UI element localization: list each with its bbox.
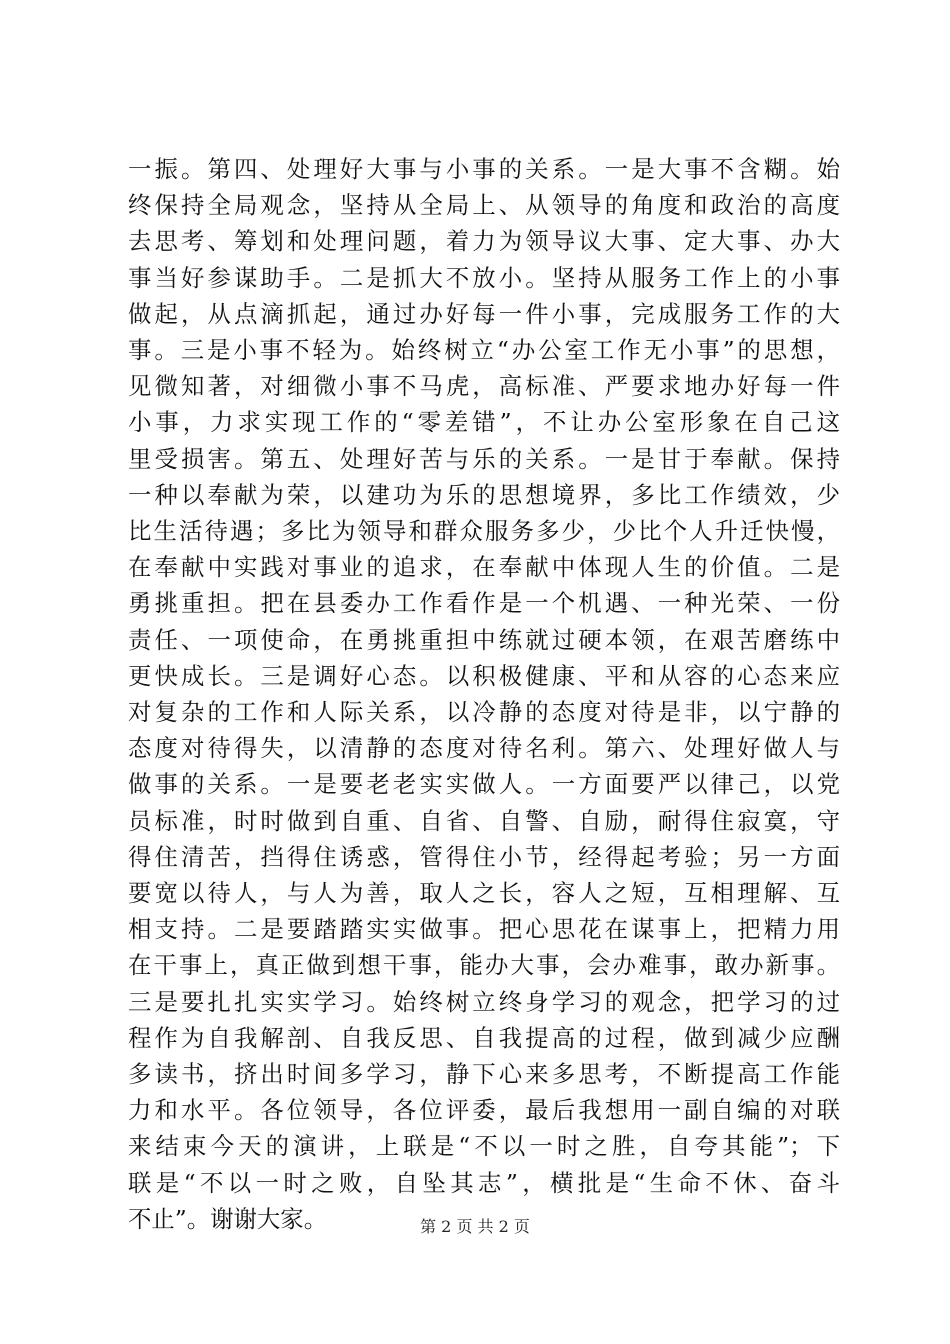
body-line: 一种以奉献为荣，以建功为乐的思想境界，多比工作绩效，少 xyxy=(128,480,840,509)
body-line: 事。三是小事不轻为。始终树立“办公室工作无小事”的思想， xyxy=(128,336,840,365)
body-line: 力和水平。各位领导，各位评委，最后我想用一副自编的对联 xyxy=(128,1096,840,1125)
body-line: 做起，从点滴抓起，通过办好每一件小事，完成服务工作的大 xyxy=(128,299,840,328)
body-line: 在奉献中实践对事业的追求，在奉献中体现人生的价值。二是 xyxy=(128,553,840,582)
body-line: 联是“不以一时之败，自坠其志”，横批是“生命不休、奋斗 xyxy=(128,1168,840,1197)
body-line: 来结束今天的演讲，上联是“不以一时之胜，自夸其能”；下 xyxy=(128,1132,840,1161)
document-body xyxy=(128,151,840,1237)
body-line: 一振。第四、处理好大事与小事的关系。一是大事不含糊。始 xyxy=(128,155,840,183)
body-line: 小事，力求实现工作的“零差错”，不让办公室形象在自己这 xyxy=(128,408,840,437)
body-line: 在干事上，真正做到想干事，能办大事，会办难事，敢办新事。 xyxy=(128,951,840,980)
body-line: 责任、一项使命，在勇挑重担中练就过硬本领，在艰苦磨练中 xyxy=(128,625,840,654)
body-line: 态度对待得失，以清静的态度对待名利。第六、处理好做人与 xyxy=(128,734,840,763)
body-line: 得住清苦，挡得住诱惑，管得住小节，经得起考验；另一方面 xyxy=(128,842,840,871)
body-line: 比生活待遇；多比为领导和群众服务多少，少比个人升迁快慢， xyxy=(128,517,840,546)
page-footer: 第 2 页 共 2 页 xyxy=(420,1217,530,1236)
body-line: 更快成长。三是调好心态。以积极健康、平和从容的心态来应 xyxy=(128,661,840,690)
body-line: 不止”。谢谢大家。 xyxy=(128,1204,328,1233)
body-line: 做事的关系。一是要老老实实做人。一方面要严以律己，以党 xyxy=(128,770,840,799)
body-line: 相支持。二是要踏踏实实做事。把心思花在谋事上，把精力用 xyxy=(128,915,840,944)
body-line: 去思考、筹划和处理问题，着力为领导议大事、定大事、办大 xyxy=(128,227,840,256)
body-line: 对复杂的工作和人际关系，以冷静的态度对待是非，以宁静的 xyxy=(128,698,840,727)
body-line: 员标准，时时做到自重、自省、自警、自励，耐得住寂寞，守 xyxy=(128,806,840,835)
body-line: 勇挑重担。把在县委办工作看作是一个机遇、一种光荣、一份 xyxy=(128,589,840,618)
body-line: 终保持全局观念，坚持从全局上、从领导的角度和政治的高度 xyxy=(128,191,840,220)
body-line: 要宽以待人，与人为善，取人之长，容人之短，互相理解、互 xyxy=(128,879,840,908)
body-line: 事当好参谋助手。二是抓大不放小。坚持从服务工作上的小事 xyxy=(128,263,840,292)
body-line: 多读书，挤出时间多学习，静下心来多思考，不断提高工作能 xyxy=(128,1060,840,1089)
body-line: 见微知著，对细微小事不马虎，高标准、严要求地办好每一件 xyxy=(128,372,840,401)
body-line: 里受损害。第五、处理好苦与乐的关系。一是甘于奉献。保持 xyxy=(128,444,840,473)
body-line: 三是要扎扎实实学习。始终树立终身学习的观念，把学习的过 xyxy=(128,987,840,1016)
body-line: 程作为自我解剖、自我反思、自我提高的过程，做到减少应酬 xyxy=(128,1023,840,1052)
